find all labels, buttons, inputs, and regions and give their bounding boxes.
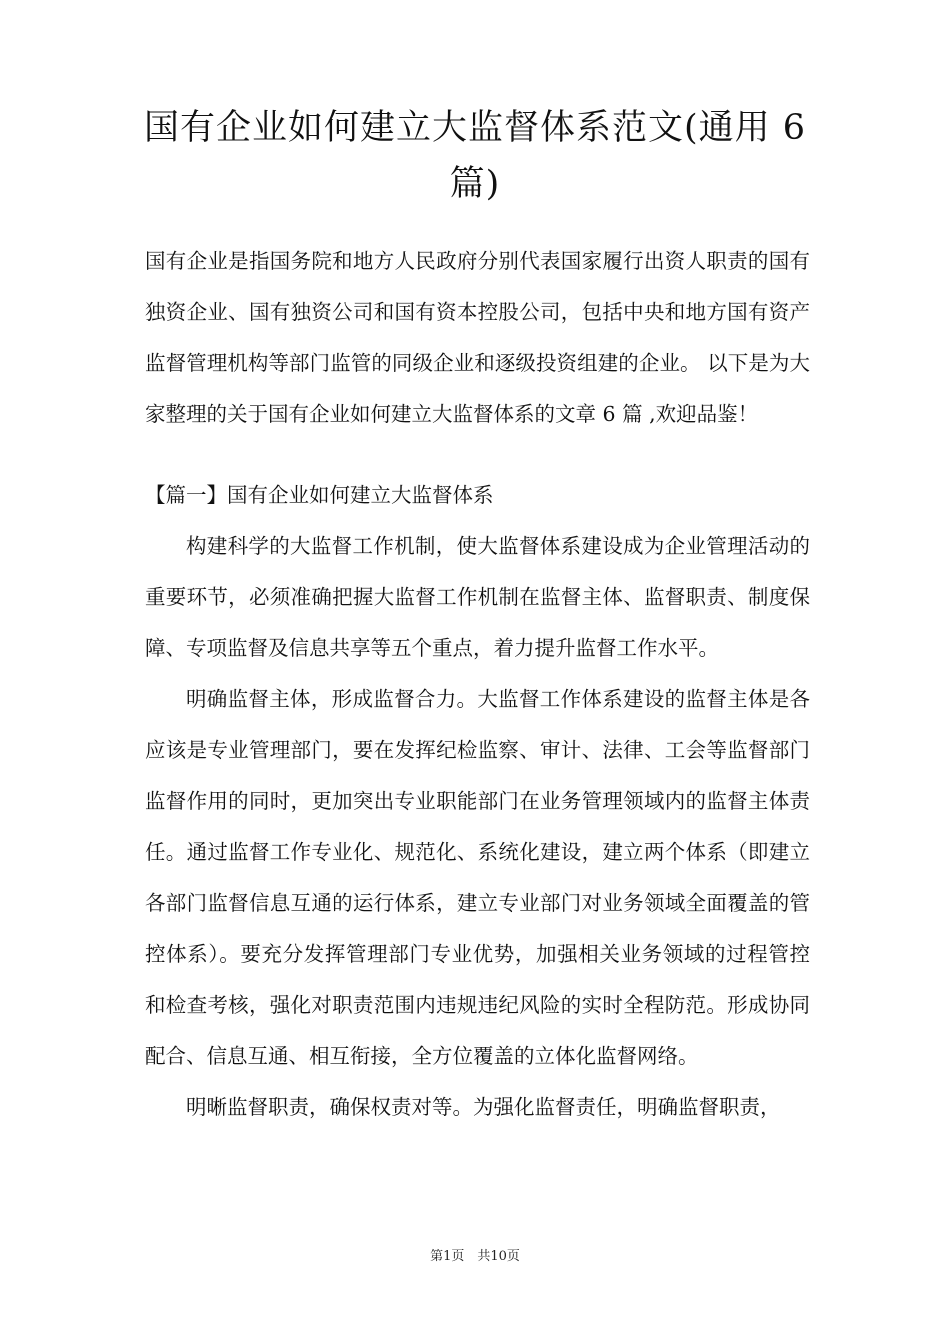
body-paragraph-3: 明晰监督职责，确保权责对等。为强化监督责任，明确监督职责， xyxy=(186,1095,781,1119)
intro-paragraph: 国有企业是指国务院和地方人民政府分别代表国家履行出资人职责的国有独资企业、国有独资公司和国有资本控股公司，包括中央和地方国有资产监督管理机构等部门监管的同级企业和逐级投资组建的企业。 以下是为大家整理的关于国有企业如何建立大监督体系的文章 6 篇 ,欢迎品鉴！ xyxy=(145,249,810,426)
document-title: 国有企业如何建立大监督体系范文(通用 6 篇) xyxy=(143,108,807,204)
section-heading: 【篇一】国有企业如何建立大监督体系 xyxy=(145,483,494,507)
document-body xyxy=(145,236,810,1133)
body-paragraph-2: 明确监督主体，形成监督合力。大监督工作体系建设的监督主体是各应该是专业管理部门，要在发挥纪检监察、审计、法律、工会等监督部门监督作用的同时，更加突出专业职能部门在业务管理领域内的监督主体责任。通过监督工作专业化、规范化、系统化建设，建立两个体系（即建立各部门监督信息互通的运行体系，建立专业部门对业务领域全面覆盖的管控体系）。要充分发挥管理部门专业优势，加强相关业务领域的过程管控和检查考核，强化对职责范围内违规违纪风险的实时全程防范。形成协同配合、信息互通、相互衔接，全方位覆盖的立体化监督网络。 xyxy=(145,687,810,1068)
page-footer: 第1页 共10页 xyxy=(430,1249,520,1264)
body-paragraph-1: 构建科学的大监督工作机制，使大监督体系建设成为企业管理活动的重要环节，必须准确把握大监督工作机制在监督主体、监督职责、制度保障、专项监督及信息共享等五个重点，着力提升监督工作水平。 xyxy=(145,534,810,660)
